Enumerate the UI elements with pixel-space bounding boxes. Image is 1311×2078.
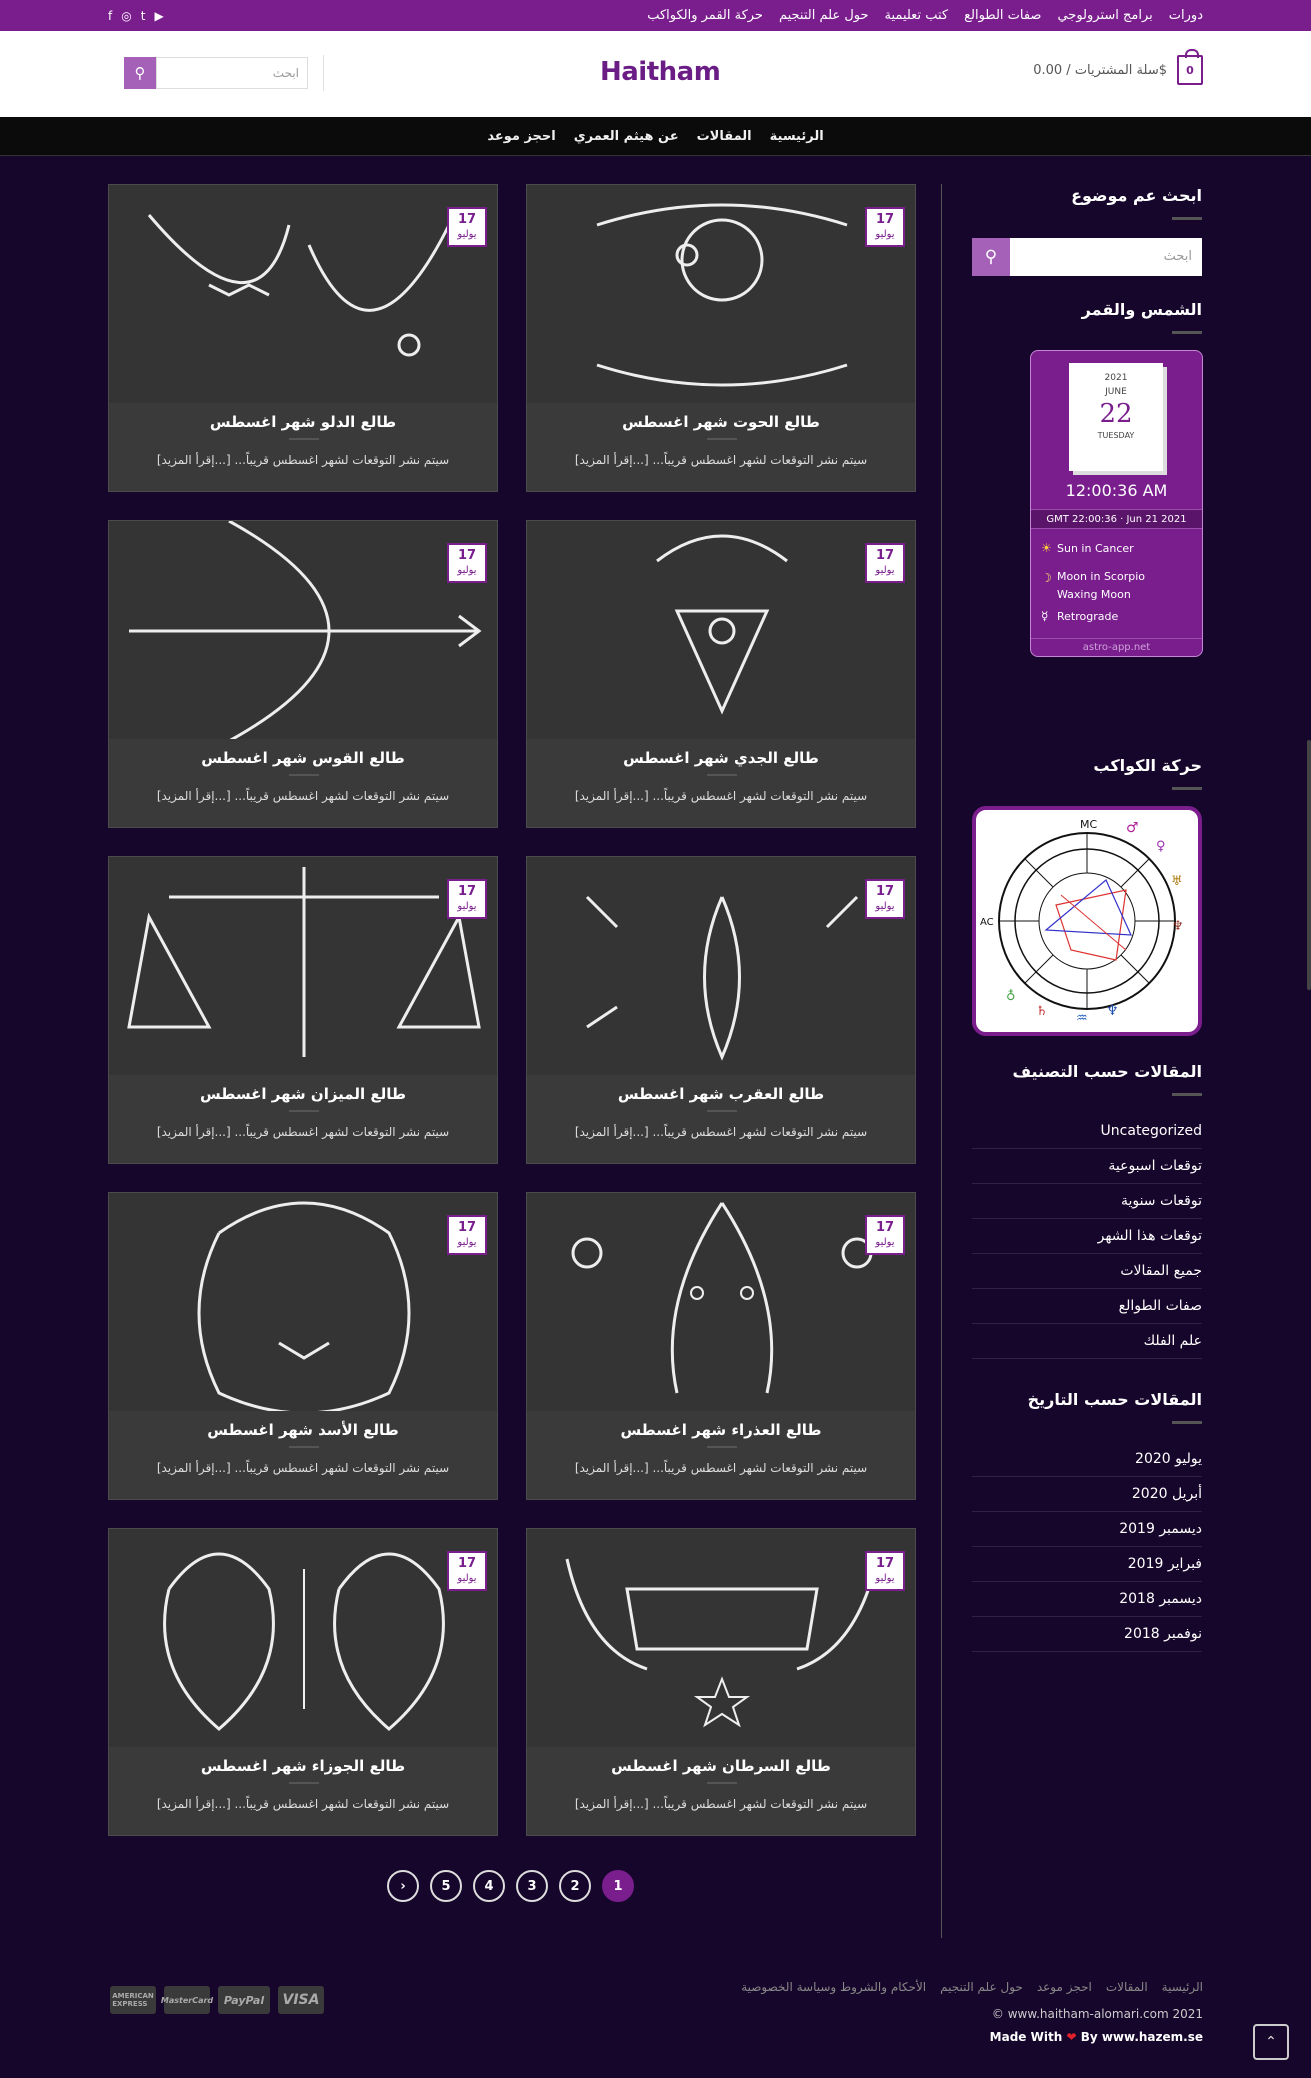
post-month: يوليو [457,901,477,912]
astro-clock-widget[interactable] [1030,350,1203,657]
header-search [124,57,308,89]
sidebar-divider [941,184,942,1938]
svg-text:MC: MC [1080,818,1098,831]
post-day: 17 [457,212,477,227]
title-underline [1172,1093,1202,1096]
footer-link-terms[interactable]: الأحكام والشروط وسياسة الخصوصية [741,1980,927,1994]
footer-link-articles[interactable]: المقالات [1105,1980,1148,1994]
zodiac-line-art [109,1529,498,1747]
post-card[interactable] [526,856,916,1164]
svg-text:♀: ♀ [1156,839,1166,854]
post-divider [289,1110,319,1112]
post-date-badge [865,879,905,919]
post-card[interactable] [108,1528,498,1836]
zodiac-illustration[interactable] [527,521,916,739]
svg-text:♅: ♅ [1171,874,1183,889]
svg-text:♄: ♄ [1036,1004,1048,1019]
post-title[interactable]: طالع العذراء شهر اغسطس [620,1421,822,1439]
sun-sign: Sun in Cancer [1057,542,1134,555]
post-divider [289,1446,319,1448]
made-suffix[interactable]: By www.hazem.se [1080,2030,1203,2044]
sunmoon-widget [972,300,1202,334]
post-month: يوليو [875,229,895,240]
post-divider [707,438,737,440]
nav-articles[interactable]: المقالات [696,128,752,144]
archive-item[interactable]: فبراير 2019 [972,1547,1202,1582]
search-widget [972,186,1202,276]
cart-count: 0 [1186,63,1194,77]
post-month: يوليو [457,565,477,576]
cart-link[interactable] [1033,55,1203,85]
toplink-traits[interactable]: صفات الطوالع [964,8,1042,23]
page-5[interactable]: 5 [430,1870,462,1902]
categories-title: المقالات حسب التصنيف [1012,1062,1202,1081]
nav-home[interactable]: الرئيسية [769,128,824,144]
post-card[interactable] [108,184,498,492]
toplink-about-astrology[interactable]: حول علم التنجيم [778,8,869,23]
top-links [647,8,1203,23]
post-excerpt: سيتم نشر التوقعات لشهر اغسطس قريباً... [...إقرأ المزيد] [156,1461,450,1475]
planets-widget [972,756,1202,790]
sun-icon: ☀ [1041,541,1052,555]
post-date-badge [447,543,487,583]
svg-text:♆: ♆ [1172,919,1184,934]
post-card[interactable] [526,1192,916,1500]
post-divider [707,774,737,776]
archives-title: المقالات حسب التاريخ [1027,1390,1202,1409]
zodiac-illustration[interactable] [527,857,916,1075]
zodiac-line-art [527,521,916,739]
post-excerpt: سيتم نشر التوقعات لشهر اغسطس قريباً... [...إقرأ المزيد] [574,789,868,803]
post-title[interactable]: طالع القوس شهر اغسطس [201,749,405,767]
visa-icon: VISA [278,1986,324,2014]
category-item[interactable]: توقعات اسبوعية [972,1149,1202,1184]
post-excerpt: سيتم نشر التوقعات لشهر اغسطس قريباً... [...إقرأ المزيد] [574,1125,868,1139]
toplink-courses[interactable]: دورات [1168,8,1203,23]
astro-footer[interactable]: astro-app.net [1031,638,1202,656]
archive-item[interactable]: ديسمبر 2018 [972,1582,1202,1617]
post-month: يوليو [875,1237,895,1248]
zodiac-illustration[interactable] [527,1529,916,1747]
category-item[interactable]: توقعات هذا الشهر [972,1219,1202,1254]
category-item[interactable]: جميع المقالات [972,1254,1202,1289]
categories-widget [972,1062,1202,1359]
post-day: 17 [875,1220,895,1235]
calendar-year: 2021 [1104,373,1128,383]
post-date-badge [447,1551,487,1591]
zodiac-line-art [109,1193,498,1411]
amex-icon: AMERICAN EXPRESS [110,1986,156,2014]
calendar-page [1069,363,1163,471]
twitter-icon[interactable]: t [140,8,146,23]
post-date-badge [447,1215,487,1255]
sunmoon-title: الشمس والقمر [1081,300,1202,319]
post-card[interactable] [108,1192,498,1500]
sidebar-search-input[interactable]: ابحث [1010,238,1202,276]
scrollbar[interactable] [1307,740,1311,990]
post-divider [289,1782,319,1784]
svg-text:♒: ♒ [1076,1011,1088,1026]
category-item[interactable]: توقعات سنوية [972,1184,1202,1219]
svg-text:♂: ♂ [1126,820,1139,836]
post-date-badge [865,1215,905,1255]
zodiac-illustration[interactable] [527,185,916,403]
archive-item[interactable]: أبريل 2020 [972,1477,1202,1512]
next-page-button[interactable]: › [387,1870,419,1902]
facebook-icon[interactable]: f [108,8,113,23]
post-date-badge [865,543,905,583]
post-card[interactable] [526,1528,916,1836]
footer-link-about[interactable]: حول علم التنجيم [940,1980,1023,1994]
top-bar [0,0,1311,31]
post-day: 17 [875,884,895,899]
post-day: 17 [457,548,477,563]
main-nav [0,117,1311,156]
post-month: يوليو [457,1237,477,1248]
retrograde-label: Retrograde [1057,610,1119,623]
zodiac-line-art [527,1193,916,1411]
post-excerpt: سيتم نشر التوقعات لشهر اغسطس قريباً... [...إقرأ المزيد] [156,1125,450,1139]
post-excerpt: سيتم نشر التوقعات لشهر اغسطس قريباً... [...إقرأ المزيد] [574,453,868,467]
calendar-weekday: TUESDAY [1097,431,1135,440]
post-day: 17 [875,548,895,563]
astro-gmt: GMT 22:00:36 · Jun 21 2021 [1031,509,1202,529]
header-search-input[interactable]: ابحث [156,57,308,89]
header-divider [323,55,324,91]
page-3[interactable]: 3 [516,1870,548,1902]
back-to-top-button[interactable] [1253,2024,1289,2060]
toplink-books[interactable]: كتب تعليمية [884,8,949,23]
page-4[interactable]: 4 [473,1870,505,1902]
social-icons [108,9,164,23]
post-divider [707,1782,737,1784]
search-widget-title: ابحث عم موضوع [1071,186,1202,205]
post-excerpt: سيتم نشر التوقعات لشهر اغسطس قريباً... [...إقرأ المزيد] [156,789,450,803]
post-title[interactable]: طالع السرطان شهر اغسطس [611,1757,831,1775]
toplink-programs[interactable]: برامج استرولوجي [1057,8,1153,23]
post-month: يوليو [875,1573,895,1584]
made-prefix: Made With [989,2030,1063,2044]
payment-icons [110,1986,324,2014]
footer-link-home[interactable]: الرئيسية [1161,1980,1203,1994]
post-day: 17 [457,1556,477,1571]
made-with [990,2030,1203,2044]
zodiac-line-art [109,521,498,739]
moon-icon: ☽ [1041,571,1052,585]
category-item[interactable]: Uncategorized [972,1114,1202,1149]
site-logo[interactable]: Haitham [600,57,721,87]
post-excerpt: سيتم نشر التوقعات لشهر اغسطس قريباً... [...إقرأ المزيد] [574,1461,868,1475]
zodiac-illustration[interactable] [527,1193,916,1411]
toplink-moon-planets[interactable]: حركة القمر والكواكب [647,8,763,23]
title-underline [1172,331,1202,334]
title-underline [1172,787,1202,790]
zodiac-line-art [527,185,916,403]
zodiac-line-art [109,185,498,403]
post-card[interactable] [108,856,498,1164]
pagination [387,1870,634,1902]
post-day: 17 [875,212,895,227]
zodiac-illustration[interactable] [109,185,498,403]
svg-text:♆: ♆ [1106,1003,1119,1019]
cart-bag-icon[interactable] [1177,55,1203,85]
post-divider [289,774,319,776]
post-card[interactable] [108,520,498,828]
zodiac-line-art [527,857,916,1075]
site-header [0,31,1311,117]
svg-text:AC: AC [980,917,994,928]
post-title[interactable]: طالع الميزان شهر اغسطس [200,1085,406,1103]
post-date-badge [447,207,487,247]
zodiac-illustration[interactable] [109,1529,498,1747]
zodiac-illustration[interactable] [109,857,498,1075]
calendar-day: 22 [1099,399,1133,429]
archive-list [972,1442,1202,1652]
post-excerpt: سيتم نشر التوقعات لشهر اغسطس قريباً... [...إقرأ المزيد] [574,1797,868,1811]
post-title[interactable]: طالع العقرب شهر اغسطس [617,1085,825,1103]
natal-chart-wheel [976,810,1198,1032]
nav-book[interactable]: احجز موعد [487,128,556,144]
post-title[interactable]: طالع الدلو شهر اغسطس [209,413,397,431]
astro-time: 12:00:36 AM [1065,481,1168,500]
mastercard-icon: MasterCard [164,1986,210,2014]
post-excerpt: سيتم نشر التوقعات لشهر اغسطس قريباً... [...إقرأ المزيد] [156,453,450,467]
natal-chart[interactable] [972,806,1202,1036]
nav-about[interactable]: عن هيثم العمري [573,128,679,144]
zodiac-line-art [109,857,498,1075]
paypal-icon: PayPal [218,1986,270,2014]
post-date-badge [865,207,905,247]
zodiac-line-art [527,1529,916,1747]
youtube-icon[interactable]: ▶ [154,8,164,23]
archives-widget [972,1390,1202,1652]
archive-item[interactable]: نوفمبر 2018 [972,1617,1202,1652]
moon-sign: Moon in Scorpio [1057,570,1145,583]
post-divider [707,1110,737,1112]
category-list [972,1114,1202,1359]
archive-item[interactable]: ديسمبر 2019 [972,1512,1202,1547]
zodiac-illustration[interactable] [109,1193,498,1411]
post-date-badge [447,879,487,919]
zodiac-illustration[interactable] [109,521,498,739]
footer-links [741,1980,1203,1994]
post-card[interactable] [526,520,916,828]
archive-item[interactable]: يوليو 2020 [972,1442,1202,1477]
page-1[interactable]: 1 [602,1870,634,1902]
chevron-up-icon: ⌃ [1265,2034,1277,2050]
post-divider [707,1446,737,1448]
svg-text:♁: ♁ [1006,989,1016,1004]
post-month: يوليو [875,565,895,576]
heart-icon: ❤ [1066,2030,1077,2044]
post-day: 17 [457,1220,477,1235]
post-divider [289,438,319,440]
category-item[interactable]: علم الفلك [972,1324,1202,1359]
post-month: يوليو [457,1573,477,1584]
sidebar-search [972,238,1202,276]
instagram-icon[interactable]: ◎ [121,8,132,23]
moon-phase: Waxing Moon [1057,588,1131,601]
planets-title: حركة الكواكب [1093,756,1202,775]
title-underline [1172,217,1202,220]
footer-link-book[interactable]: احجز موعد [1036,1980,1092,1994]
post-title[interactable]: طالع الجدي شهر اغسطس [623,749,819,767]
post-day: 17 [875,1556,895,1571]
page-2[interactable]: 2 [559,1870,591,1902]
mercury-icon: ☿ [1041,609,1049,623]
cart-label: سلة المشتريات / 0.00$ [1033,62,1167,78]
post-title[interactable]: طالع الأسد شهر اغسطس [207,1421,399,1439]
post-excerpt: سيتم نشر التوقعات لشهر اغسطس قريباً... [...إقرأ المزيد] [156,1797,450,1811]
search-icon[interactable]: ⚲ [124,57,156,89]
post-day: 17 [457,884,477,899]
post-card[interactable] [526,184,916,492]
post-date-badge [865,1551,905,1591]
post-month: يوليو [457,229,477,240]
post-title[interactable]: طالع الحوت شهر اغسطس [622,413,820,431]
title-underline [1172,1421,1202,1424]
search-icon[interactable]: ⚲ [972,238,1010,276]
post-month: يوليو [875,901,895,912]
copyright: © www.haitham-alomari.com 2021 [991,2007,1203,2021]
category-item[interactable]: صفات الطوالع [972,1289,1202,1324]
post-title[interactable]: طالع الجوزاء شهر اغسطس [200,1757,406,1775]
calendar-month: JUNE [1105,387,1127,397]
